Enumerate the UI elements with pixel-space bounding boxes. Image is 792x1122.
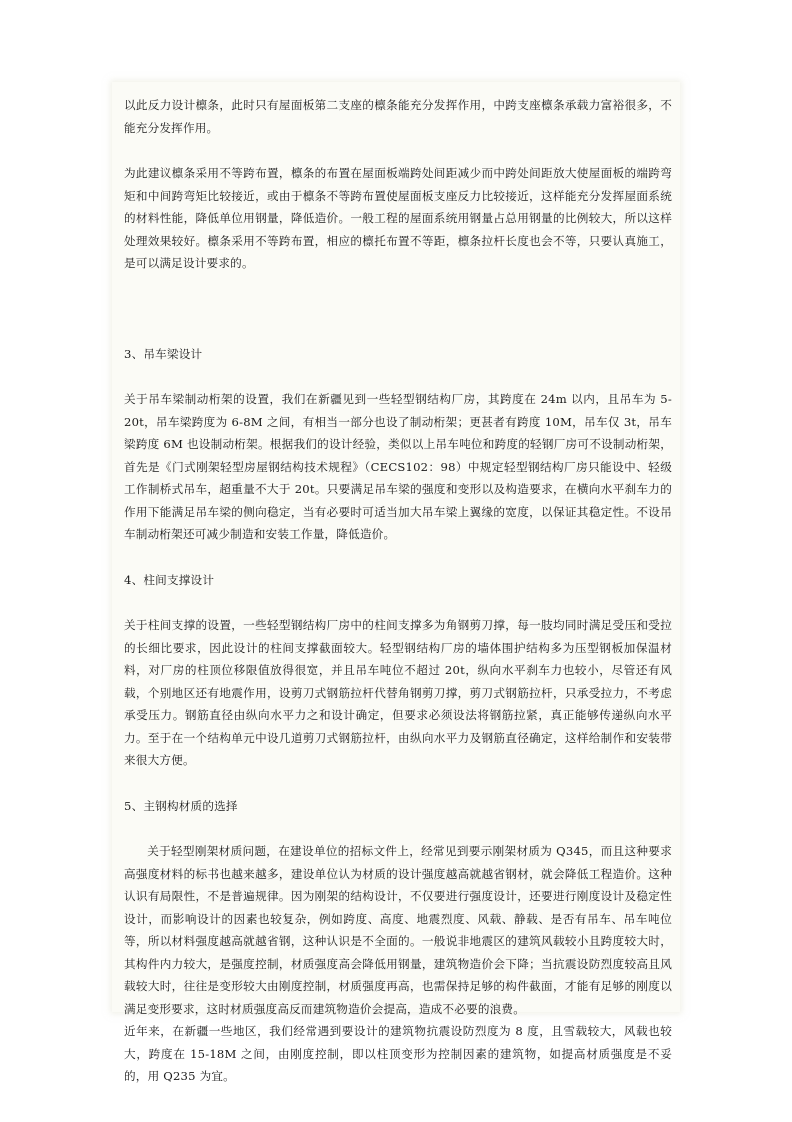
paragraph-column-bracing: 关于柱间支撑的设置，一些轻型钢结构厂房中的柱间支撑多为角钢剪刀撑，每一肢均同时满足受压和受拉的长细比要求，因此设计的柱间支撑截面较大。轻型钢结构厂房的墙体围护结构多为压型钢板加保温材料，对厂房的柱顶位移限值放得很宽，并且吊车吨位不超过 20t，纵向水平刹车力也较小，尽管还有风载，个别地区还有地震作用，设剪刀式钢筋拉杆代替角钢剪刀撑，剪刀式钢筋拉杆，只承受拉力，不考虑承受压力。钢筋直径由纵向水平力之和设计确定，但要求必须设法将钢筋拉紧，真正能够传递纵向水平力。至于在一个结构单元中设几道剪刀式钢筋拉杆，由纵向水平力及钢筋直径确定，这样给制作和安装带来很大方便。 [124, 618, 672, 767]
section-heading-crane-beam: 3、吊车梁设计 [124, 346, 203, 361]
section-heading-column-bracing: 4、柱间支撑设计 [124, 572, 215, 587]
section-heading-steel-material: 5、主钢构材质的选择 [124, 798, 238, 813]
paragraph-xinjiang-case: 近年来，在新疆一些地区，我们经常遇到要设计的建筑物抗震设防烈度为 8 度，且雪载较大，风载也较大，跨度在 15-18M 之间，由刚度控制，即以柱顶变形为控制因素的建筑物，如提高材质强度是不妥的，用 Q235 为宜。 [124, 1024, 672, 1083]
document-body [124, 94, 672, 1088]
paragraph-steel-material: 关于轻型刚架材质问题，在建设单位的招标文件上，经常见到要示刚架材质为 Q345，而且这种要求高强度材料的标书也越来越多，建设单位认为材质的设计强度越高就越省钢材，就会降低工程造价。这种认识有局限性，不是普遍规律。因为刚架的结构设计，不仅要进行强度设计，还要进行刚度设计及稳定性设计，而影响设计的因素也较复杂，例如跨度、高度、地震烈度、风载、静载、是否有吊车、吊车吨位等，所以材料强度越高就越省钢，这种认识是不全面的。一般说非地震区的建筑风载较小且跨度较大时，其构件内力较大，是强度控制，材质强度高会降低用钢量，建筑物造价会下降；当抗震设防烈度较高且风载较大时，往往是变形较大由刚度控制，材质强度再高，也需保持足够的构件截面，才能有足够的刚度以满足变形要求，这时材质强度高反而建筑物造价会提高，造成不必要的浪费。 [124, 844, 672, 1016]
paragraph-purlin-reaction: 以此反力设计檩条，此时只有屋面板第二支座的檩条能充分发挥作用，中跨支座檩条承载力富裕很多，不能充分发挥作用。 [124, 98, 672, 135]
paragraph-purlin-layout: 为此建议檩条采用不等跨布置，檩条的布置在屋面板端跨处间距减少而中跨处间距放大使屋面板的端跨弯矩和中间跨弯矩比较接近，或由于檩条不等跨布置使屋面板支座反力比较接近，这样能充分发挥屋面系统的材料性能，降低单位用钢量，降低造价。一般工程的屋面系统用钢量占总用钢量的比例较大，所以这样处理效果较好。檩条采用不等跨布置，相应的檩托布置不等距，檩条拉杆长度也会不等，只要认真施工，是可以满足设计要求的。 [124, 166, 672, 270]
blank-space [124, 298, 672, 343]
paragraph-crane-beam: 关于吊车梁制动桁架的设置，我们在新疆见到一些轻型钢结构厂房，其跨度在 24m 以内，且吊车为 5-20t，吊车梁跨度为 6-8M 之间，有相当一部分也设了制动桁架；更甚者有跨度 10M，吊车仅 3t，吊车梁跨度 6M 也设制动桁架。根据我们的设计经验，类似以上吊车吨位和跨度的轻钢厂房可不设制动桁架，首先是《门式刚架轻型房屋钢结构技术规程》（CECS102：98）中规定轻型钢结构厂房只能设中、轻级工作制桥式吊车，超重量不大于 20t。只要满足吊车梁的强度和变形以及构造要求，在横向水平刹车力的作用下能满足吊车梁的侧向稳定，当有必要时可适当加大吊车梁上翼缘的宽度，以保证其稳定性。不设吊车制动桁架还可减少制造和安装工作量，降低造价。 [124, 392, 672, 541]
